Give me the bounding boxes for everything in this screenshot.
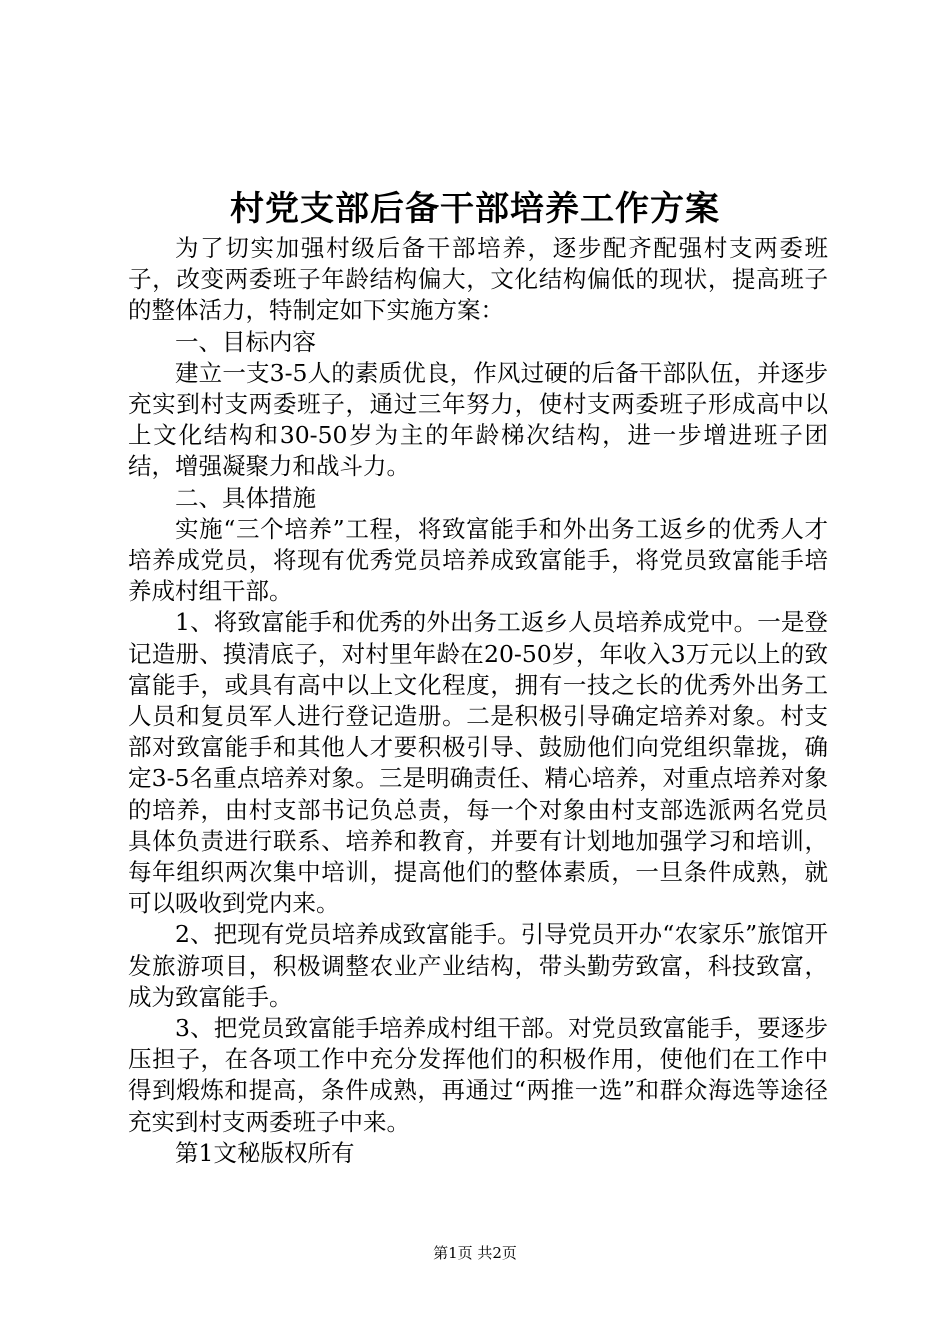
section-heading-measures: 二、具体措施 <box>175 483 316 512</box>
paragraph-measure-1: 1、将致富能手和优秀的外出务工返乡人员培养成党中。一是登记造册、摸清底子，对村里年龄在20-50岁，年收入3万元以上的致富能手，或具有高中以上文化程度，拥有一技之长的优秀外出务工人员和复员军人进行登记造册。二是积极引导确定培养对象。村支部对致富能手和其他人才要积极引导、鼓励他们向党组织靠拢，确定3-5名重点培养对象。三是明确责任、精心培养，对重点培养对象的培养，由村支部书记负总责，每一个对象由村支部选派两名党员具体负责进行联系、培养和教育，并要有计划地加强学习和培训，每年组织两次集中培训，提高他们的整体素质，一旦条件成熟，就可以吸收到党内来。 <box>128 608 828 918</box>
paragraph-measure-3: 3、把党员致富能手培养成村组干部。对党员致富能手，要逐步压担子，在各项工作中充分发挥他们的积极作用，使他们在工作中得到煅炼和提高，条件成熟，再通过“两推一选”和群众海选等途径充实到村支两委班子中来。 <box>128 1014 828 1136</box>
section-heading-goals: 一、目标内容 <box>175 327 316 356</box>
page-footer: 第1页 共2页 <box>433 1244 517 1262</box>
paragraph-measure-2: 2、把现有党员培养成致富能手。引导党员开办“农家乐”旅馆开发旅游项目，积极调整农业产业结构，带头勤劳致富，科技致富，成为致富能手。 <box>128 920 828 1011</box>
document-title: 村党支部后备干部培养工作方案 <box>230 189 720 229</box>
paragraph-goals: 建立一支3-5人的素质优良，作风过硬的后备干部队伍，并逐步充实到村支两委班子，通过三年努力，使村支两委班子形成高中以上文化结构和30-50岁为主的年龄梯次结构，进一步增进班子团结，增强凝聚力和战斗力。 <box>128 358 828 481</box>
document-body <box>128 233 828 1169</box>
copyright-line: 第1文秘版权所有 <box>175 1138 355 1167</box>
paragraph-measures-overview: 实施“三个培养”工程，将致富能手和外出务工返乡的优秀人才培养成党员，将现有优秀党员培养成致富能手，将党员致富能手培养成村组干部。 <box>128 514 828 606</box>
paragraph-intro: 为了切实加强村级后备干部培养，逐步配齐配强村支两委班子，改变两委班子年龄结构偏大，文化结构偏低的现状，提高班子的整体活力，特制定如下实施方案： <box>128 234 828 325</box>
